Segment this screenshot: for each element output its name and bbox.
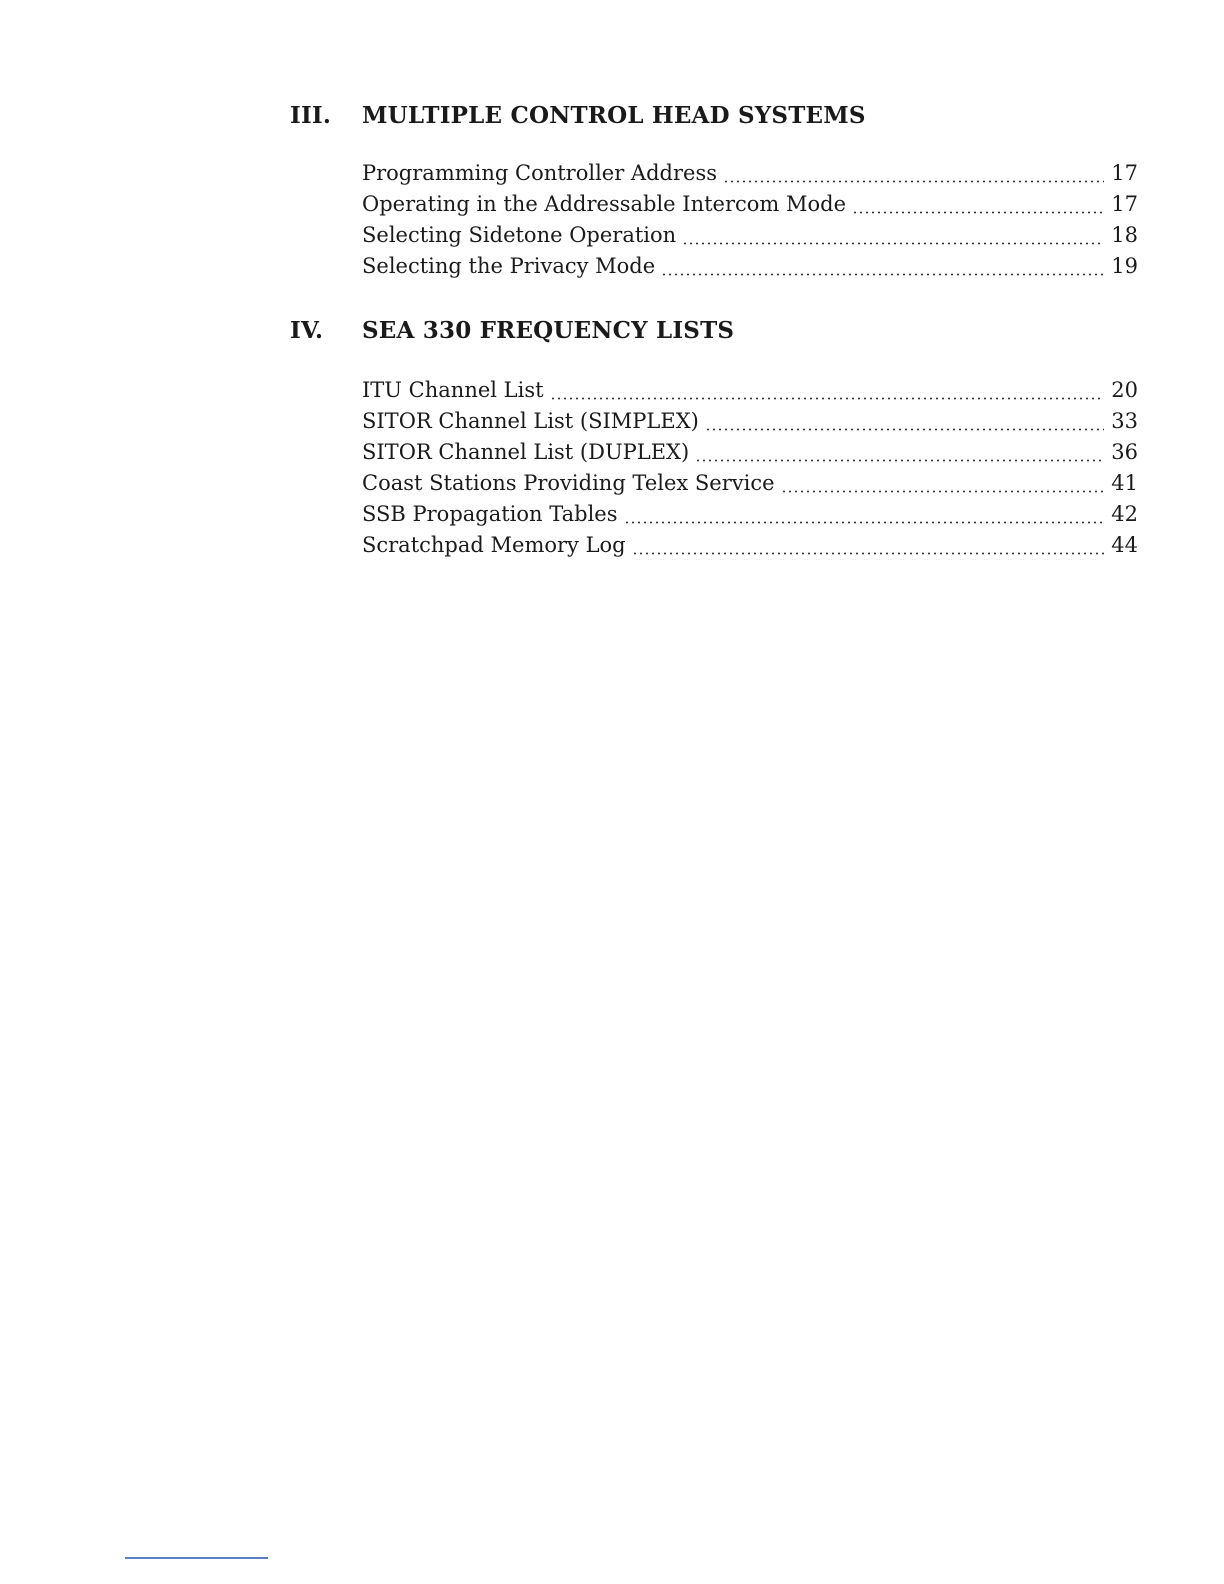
toc-entry-label: Selecting the Privacy Mode	[362, 254, 656, 278]
dot-leader	[695, 459, 1104, 462]
section-numeral: IV.	[290, 316, 324, 344]
footnote-rule	[125, 1557, 268, 1559]
toc-entry-page-number: 42	[1111, 502, 1138, 526]
toc-list-section-iv	[362, 378, 1138, 564]
section-title: MULTIPLE CONTROL HEAD SYSTEMS	[362, 101, 866, 129]
dot-leader	[682, 242, 1104, 245]
toc-entry-label: SITOR Channel List (DUPLEX)	[362, 440, 690, 464]
toc-entry-page-number: 20	[1111, 378, 1138, 402]
dot-leader	[624, 521, 1104, 524]
section-heading-iii	[290, 98, 1150, 132]
dot-leader	[723, 180, 1104, 183]
dot-leader	[852, 211, 1104, 214]
toc-entry[interactable]	[362, 409, 1138, 440]
section-heading-iv	[290, 313, 1150, 347]
toc-entry-label: SITOR Channel List (SIMPLEX)	[362, 409, 699, 433]
dot-leader	[632, 552, 1104, 555]
toc-entry[interactable]	[362, 223, 1138, 254]
dot-leader	[781, 490, 1104, 493]
toc-list-section-iii	[362, 161, 1138, 285]
toc-entry[interactable]	[362, 440, 1138, 471]
toc-entry-label: Scratchpad Memory Log	[362, 533, 626, 557]
dot-leader	[705, 428, 1104, 431]
toc-entry-label: Coast Stations Providing Telex Service	[362, 471, 775, 495]
toc-entry[interactable]	[362, 161, 1138, 192]
toc-entry[interactable]	[362, 533, 1138, 564]
toc-entry[interactable]	[362, 471, 1138, 502]
toc-entry-page-number: 33	[1111, 409, 1138, 433]
toc-entry[interactable]	[362, 378, 1138, 409]
section-title: SEA 330 FREQUENCY LISTS	[362, 316, 735, 344]
toc-entry-label: Programming Controller Address	[362, 161, 718, 185]
dot-leader	[661, 273, 1104, 276]
toc-entry-page-number: 17	[1111, 192, 1138, 216]
toc-entry[interactable]	[362, 192, 1138, 223]
section-numeral: III.	[290, 101, 332, 129]
toc-entry-label: ITU Channel List	[362, 378, 544, 402]
dot-leader	[550, 397, 1104, 400]
toc-entry-label: SSB Propagation Tables	[362, 502, 618, 526]
toc-entry-page-number: 44	[1111, 533, 1138, 557]
toc-entry-page-number: 36	[1111, 440, 1138, 464]
toc-entry-label: Selecting Sidetone Operation	[362, 223, 677, 247]
toc-entry-page-number: 17	[1111, 161, 1138, 185]
toc-entry[interactable]	[362, 254, 1138, 285]
toc-entry-page-number: 18	[1111, 223, 1138, 247]
toc-entry-label: Operating in the Addressable Intercom Mode	[362, 192, 847, 216]
toc-entry-page-number: 19	[1111, 254, 1138, 278]
toc-entry-page-number: 41	[1111, 471, 1138, 495]
toc-entry[interactable]	[362, 502, 1138, 533]
